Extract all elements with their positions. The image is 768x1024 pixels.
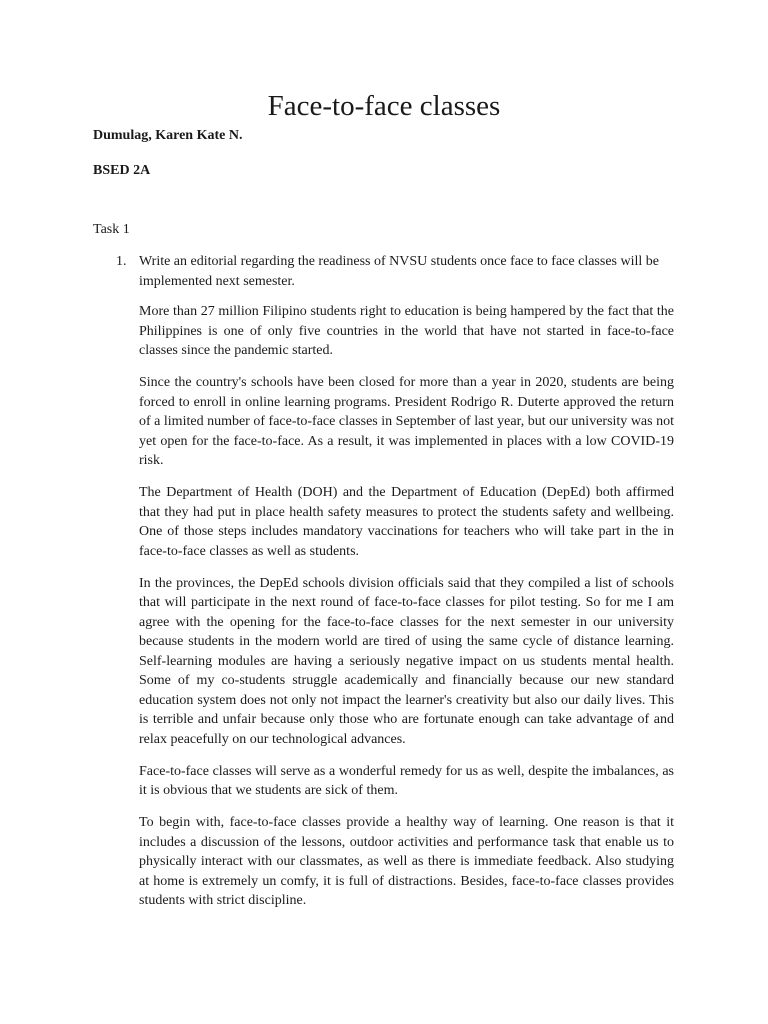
question-text: Write an editorial regarding the readiness of NVSU students once face to face classes will be implemented next semester. bbox=[139, 254, 659, 289]
paragraph: In the provinces, the DepEd schools division officials said that they compiled a list of schools that will participate in the next round of face-to-face classes for pilot testing. So for me I am agree with the opening for the face-to-face classes for the next semester in our university because students in the modern world are tired of using the same cycle of distance learning. Self-learning modules are having a seriously negative impact on us students mental health. Some of my co-students struggle academically and financially because our new standard education system does not only not impact the learner's creativity but also our daily lives. This is terrible and unfair because only those who are fortunate enough can take advantage of and relax peacefully on our technological advances. bbox=[139, 575, 674, 747]
task-heading: Task 1 bbox=[93, 222, 130, 237]
question-number: 1. bbox=[116, 254, 127, 269]
paragraph: Since the country's schools have been closed for more than a year in 2020, students are being forced to enroll in online learning programs. President Rodrigo R. Duterte approved the return of a limited number of face-to-face classes in September of last year, but our university was not yet open for the face-to-face. As a result, it was implemented in places with a low COVID-19 risk. bbox=[139, 375, 674, 468]
editorial-body bbox=[139, 302, 674, 923]
paragraph: More than 27 million Filipino students right to education is being hampered by the fact that the Philippines is one of only five countries in the world that have not started in face-to-face classes since the pandemic started. bbox=[139, 304, 674, 358]
paragraph: Face-to-face classes will serve as a wonderful remedy for us as well, despite the imbalances, as it is obvious that we students are sick of them. bbox=[139, 763, 674, 798]
class-section: BSED 2A bbox=[93, 163, 151, 178]
author-name: Dumulag, Karen Kate N. bbox=[93, 128, 243, 143]
paragraph: To begin with, face-to-face classes provide a healthy way of learning. One reason is that it includes a discussion of the lessons, outdoor activities and performance task that enable us to physically interact with our classmates, as well as there is immediate feedback. Also studying at home is extremely un comfy, it is full of distractions. Besides, face-to-face classes provides students with strict discipline. bbox=[139, 815, 674, 908]
paragraph: The Department of Health (DOH) and the Department of Education (DepEd) both affirmed that they had put in place health safety measures to protect the students safety and wellbeing. One of those steps includes mandatory vaccinations for teachers who will take part in the in face-to-face classes as well as students. bbox=[139, 485, 674, 559]
document-title: Face-to-face classes bbox=[267, 90, 501, 122]
